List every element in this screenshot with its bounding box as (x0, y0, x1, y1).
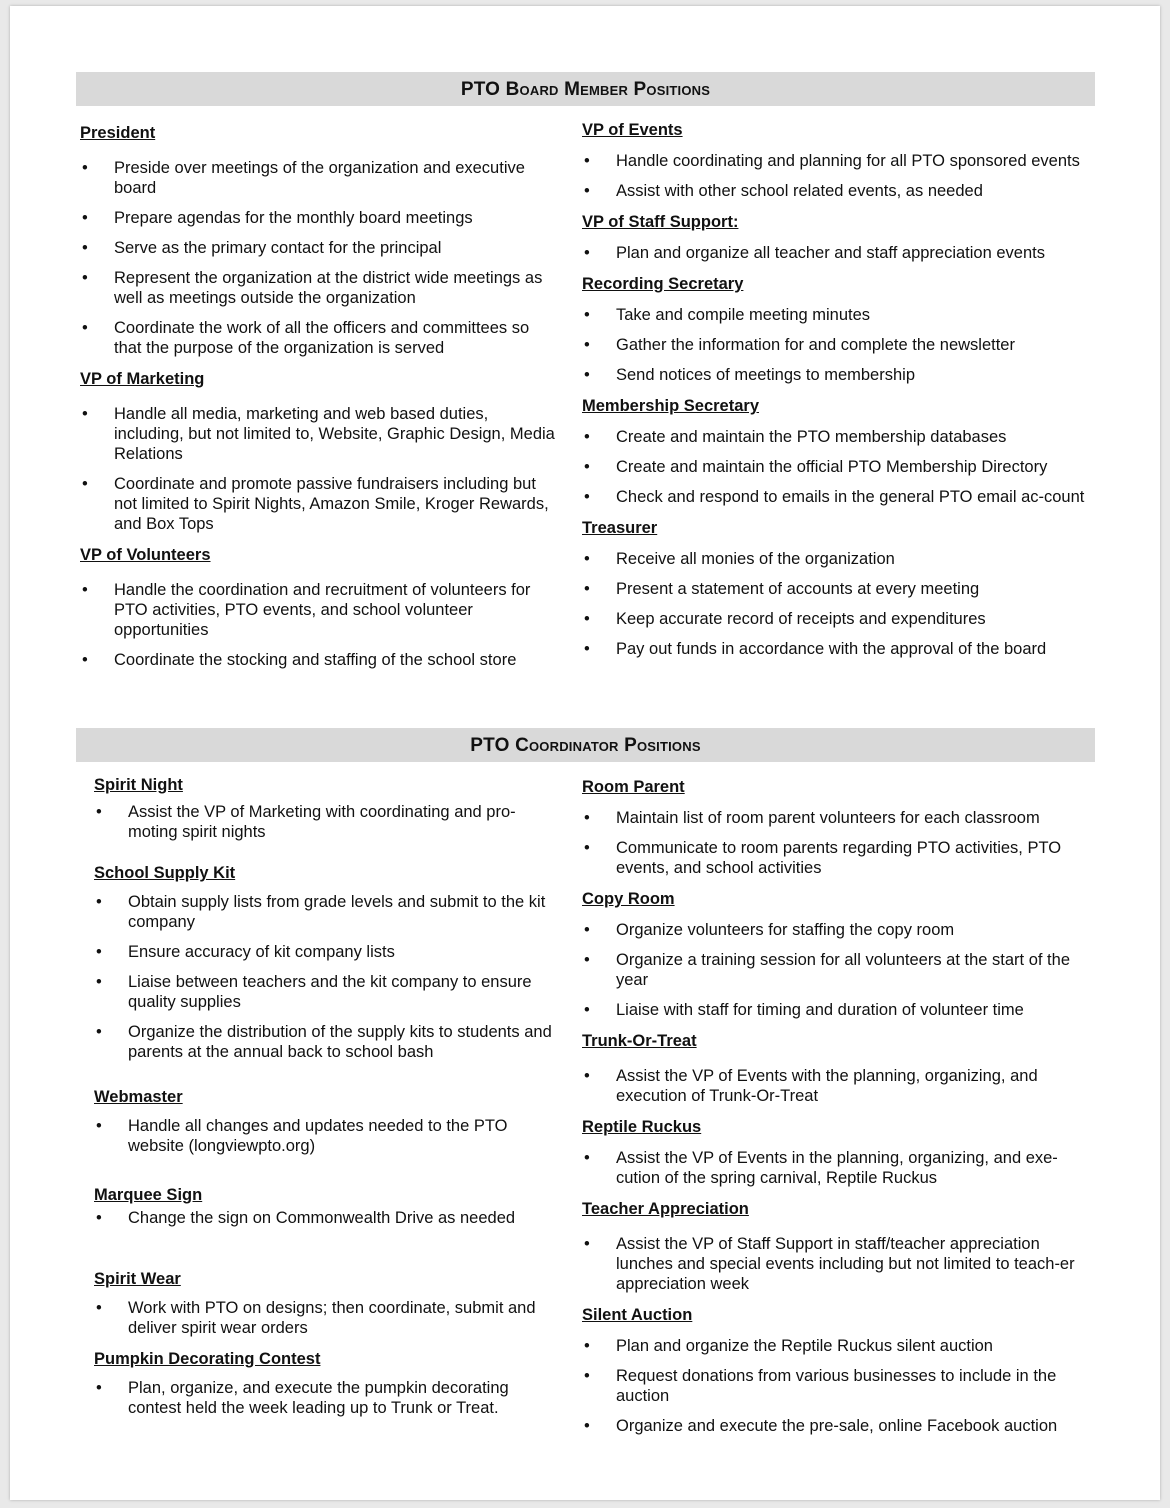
section-vp-events (582, 119, 1094, 201)
list-item: • Liaise between teachers and the kit company to ensure quality supplies (94, 972, 562, 1012)
list-item: • Coordinate the work of all the officers and committees so that the purpose of the organization is served (80, 318, 560, 358)
section-heading: Trunk-Or-Treat (582, 1032, 697, 1050)
list-item: • Plan and organize the Reptile Ruckus silent auction (582, 1336, 1094, 1356)
section-vp-staff-support (582, 211, 1094, 263)
list-item: • Take and compile meeting minutes (582, 305, 1094, 325)
section-spirit-wear (94, 1268, 562, 1338)
list-item: • Maintain list of room parent volunteers for each classroom (582, 808, 1094, 828)
list-item: • Keep accurate record of receipts and expenditures (582, 609, 1094, 629)
coordinator-right-column (582, 776, 1094, 1446)
list-item: • Ensure accuracy of kit company lists (94, 942, 562, 962)
section-heading: VP of Staff Support: (582, 213, 739, 231)
list-item: • Handle the coordination and recruitment of volunteers for PTO activities, PTO events, and school volunteer opportunities (80, 580, 560, 640)
board-left-column (80, 122, 560, 680)
section-heading: Pumpkin Decorating Contest (94, 1350, 321, 1368)
section-copy-room (582, 888, 1094, 1020)
list-item: • Organize and execute the pre-sale, online Facebook auction (582, 1416, 1094, 1436)
section-webmaster (94, 1086, 562, 1156)
list-item: • Coordinate the stocking and staffing of the school store (80, 650, 560, 670)
section-reptile-ruckus (582, 1116, 1094, 1188)
list-item: • Organize volunteers for staffing the copy room (582, 920, 1094, 940)
list-item: • Communicate to room parents regarding PTO activities, PTO events, and school activities (582, 838, 1094, 878)
document-page (10, 6, 1160, 1500)
list-item: • Plan and organize all teacher and staff appreciation events (582, 243, 1094, 263)
section-heading: Spirit Wear (94, 1270, 181, 1288)
section-president (80, 122, 560, 358)
section-heading: Reptile Ruckus (582, 1118, 702, 1136)
section-heading: President (80, 124, 156, 142)
list-item: • Handle all changes and updates needed to the PTO website (longviewpto.org) (94, 1116, 562, 1156)
section-heading: School Supply Kit (94, 864, 236, 882)
section-teacher-appreciation (582, 1198, 1094, 1294)
list-item: • Assist the VP of Staff Support in staff/teacher appreciation lunches and special events including but not limited to teach-er appreciation week (582, 1234, 1094, 1294)
section-heading: Teacher Appreciation (582, 1200, 749, 1218)
list-item: • Request donations from various businesses to include in the auction (582, 1366, 1094, 1406)
list-item: • Liaise with staff for timing and duration of volunteer time (582, 1000, 1094, 1020)
list-item: • Work with PTO on designs; then coordinate, submit and deliver spirit wear orders (94, 1298, 562, 1338)
list-item: • Represent the organization at the district wide meetings as well as meetings outside the organization (80, 268, 560, 308)
list-item: • Handle all media, marketing and web based duties, including, but not limited to, Website, Graphic Design, Media Relations (80, 404, 560, 464)
section-heading: Recording Secretary (582, 275, 744, 293)
section-membership-secretary (582, 395, 1094, 507)
section-heading: Treasurer (582, 519, 658, 537)
section-spirit-night (94, 774, 562, 842)
section-room-parent (582, 776, 1094, 878)
list-item: • Obtain supply lists from grade levels and submit to the kit company (94, 892, 562, 932)
section-vp-marketing (80, 368, 560, 534)
list-item: • Create and maintain the PTO membership databases (582, 427, 1094, 447)
section-heading: Marquee Sign (94, 1186, 203, 1204)
list-item: • Present a statement of accounts at every meeting (582, 579, 1094, 599)
list-item: • Check and respond to emails in the general PTO email ac-count (582, 487, 1094, 507)
section-marquee-sign (94, 1184, 562, 1228)
list-item: • Create and maintain the official PTO Membership Directory (582, 457, 1094, 477)
section-heading: Copy Room (582, 890, 675, 908)
section-trunk-or-treat (582, 1030, 1094, 1106)
list-item: • Send notices of meetings to membership (582, 365, 1094, 385)
section-silent-auction (582, 1304, 1094, 1436)
coordinator-positions-title: PTO Coordinator Positions (76, 728, 1095, 762)
section-school-supply-kit (94, 862, 562, 1062)
list-item: • Handle coordinating and planning for all PTO sponsored events (582, 151, 1094, 171)
list-item: • Organize a training session for all volunteers at the start of the year (582, 950, 1094, 990)
list-item: • Assist the VP of Events with the planning, organizing, and execution of Trunk-Or-Treat (582, 1066, 1094, 1106)
board-positions-title: PTO Board Member Positions (76, 72, 1095, 106)
coordinator-left-column (94, 774, 562, 1428)
list-item: • Change the sign on Commonwealth Drive as needed (94, 1208, 562, 1228)
list-item: • Pay out funds in accordance with the approval of the board (582, 639, 1094, 659)
section-pumpkin-decorating-contest (94, 1348, 562, 1418)
section-recording-secretary (582, 273, 1094, 385)
section-heading: Silent Auction (582, 1306, 693, 1324)
list-item: • Prepare agendas for the monthly board meetings (80, 208, 560, 228)
board-right-column (582, 119, 1094, 669)
list-item: • Preside over meetings of the organization and executive board (80, 158, 560, 198)
list-item: • Coordinate and promote passive fundraisers including but not limited to Spirit Nights, Amazon Smile, Kroger Rewards, and Box Tops (80, 474, 560, 534)
section-heading: Spirit Night (94, 776, 183, 794)
section-heading: VP of Volunteers (80, 546, 211, 564)
list-item: • Plan, organize, and execute the pumpkin decorating contest held the week leading up to Trunk or Treat. (94, 1378, 562, 1418)
section-heading: Room Parent (582, 778, 685, 796)
list-item: • Assist with other school related events, as needed (582, 181, 1094, 201)
list-item: • Organize the distribution of the supply kits to students and parents at the annual back to school bash (94, 1022, 562, 1062)
section-heading: Membership Secretary (582, 397, 759, 415)
section-treasurer (582, 517, 1094, 659)
list-item: • Serve as the primary contact for the principal (80, 238, 560, 258)
list-item: • Receive all monies of the organization (582, 549, 1094, 569)
section-heading: VP of Marketing (80, 370, 205, 388)
section-heading: VP of Events (582, 121, 683, 139)
list-item: • Assist the VP of Marketing with coordinating and pro-moting spirit nights (94, 802, 562, 842)
list-item: • Gather the information for and complete the newsletter (582, 335, 1094, 355)
section-heading: Webmaster (94, 1088, 183, 1106)
list-item: • Assist the VP of Events in the planning, organizing, and exe-cution of the spring carnival, Reptile Ruckus (582, 1148, 1094, 1188)
section-vp-volunteers (80, 544, 560, 670)
